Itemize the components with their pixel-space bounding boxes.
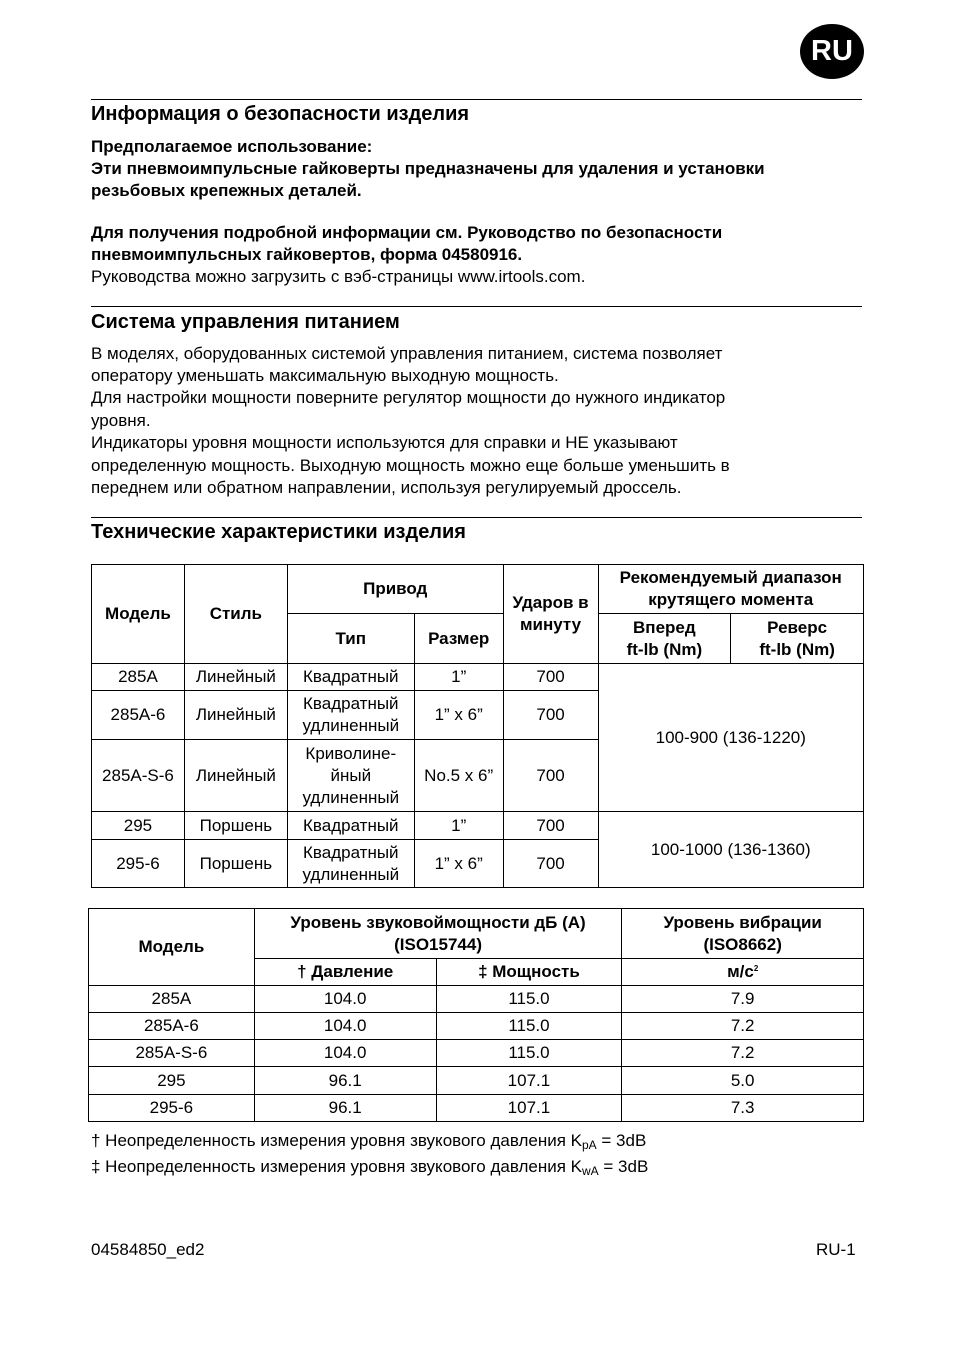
cell-bpm: 700	[503, 812, 598, 840]
cell-text: Квадратный	[303, 694, 399, 713]
table-row	[92, 812, 864, 840]
cell-power: 107.1	[436, 1095, 622, 1122]
cell-model: 295	[92, 812, 185, 840]
cell-pressure: 104.0	[254, 1040, 436, 1067]
footnote-power	[91, 1157, 648, 1177]
cell-model: 285A-6	[89, 1013, 255, 1040]
cell-bpm: 700	[503, 664, 598, 691]
table-row	[89, 1095, 864, 1122]
cell-pressure: 104.0	[254, 986, 436, 1013]
table-row	[89, 986, 864, 1013]
page-number: RU-1	[816, 1240, 856, 1259]
divider	[91, 306, 862, 307]
cell-power: 115.0	[436, 986, 622, 1013]
cell-size: 1” x 6”	[414, 840, 503, 888]
language-badge: RU	[800, 24, 864, 79]
cell-model: 285A	[89, 986, 255, 1013]
header-blows-per-minute	[503, 565, 598, 664]
footnote-text: † Неопределенность измерения уровня звукового давления K	[91, 1131, 582, 1150]
header-text: Рекомендуемый диапазон	[619, 568, 842, 587]
intended-use-label: Предполагаемое использование:	[91, 137, 373, 156]
header-text: минуту	[519, 615, 582, 634]
header-text: ft-lb (Nm)	[626, 639, 703, 659]
unit-text: м/c	[727, 962, 754, 981]
header-text: Вперед	[633, 617, 696, 637]
header-sound-power	[254, 909, 622, 959]
cell-style: Поршень	[184, 840, 287, 888]
details-line: Для получения подробной информации см. Руководство по безопасности	[91, 223, 723, 242]
footnote-value: = 3dB	[596, 1131, 647, 1150]
cell-type	[287, 840, 414, 888]
cell-pressure: 104.0	[254, 1013, 436, 1040]
cell-size: 1” x 6”	[414, 691, 503, 740]
cell-vibration: 7.2	[622, 1040, 864, 1067]
table-row	[89, 1040, 864, 1067]
header-forward	[598, 614, 731, 664]
footnote-pressure	[91, 1131, 646, 1151]
cell-torque-range: 100-1000 (136-1360)	[598, 812, 864, 888]
paragraph-line: Индикаторы уровня мощности используются для справки и НЕ указывают	[91, 433, 678, 452]
cell-torque-range: 100-900 (136-1220)	[598, 664, 864, 812]
cell-text: Квадратный	[303, 842, 399, 862]
cell-bpm: 700	[503, 691, 598, 740]
cell-vibration: 7.2	[622, 1013, 864, 1040]
header-torque-range	[598, 565, 864, 614]
cell-model: 295-6	[92, 840, 185, 888]
header-style: Стиль	[184, 565, 287, 664]
cell-size: 1”	[414, 664, 503, 691]
paragraph-line: В моделях, оборудованных системой управления питанием, система позволяет	[91, 344, 723, 363]
unit-superscript: 2	[753, 964, 759, 973]
cell-style: Линейный	[184, 691, 287, 740]
divider	[91, 517, 862, 518]
footnote-value: = 3dB	[598, 1157, 649, 1176]
intended-use-line: резьбовых крепежных деталей.	[91, 181, 362, 200]
cell-style: Поршень	[184, 812, 287, 840]
cell-bpm: 700	[503, 740, 598, 812]
footnote-text: ‡ Неопределенность измерения уровня звукового давления K	[91, 1157, 582, 1176]
table-row	[89, 1013, 864, 1040]
cell-text: Криволине-	[305, 743, 397, 763]
details-line: пневмоимпульсных гайковертов, форма 04580916.	[91, 245, 523, 264]
cell-model: 295-6	[89, 1095, 255, 1122]
cell-type	[287, 691, 414, 740]
document-id: 04584850_ed2	[91, 1240, 205, 1259]
cell-type	[287, 740, 414, 812]
cell-bpm: 700	[503, 840, 598, 888]
cell-model: 285A-S-6	[89, 1040, 255, 1067]
header-drive: Привод	[287, 565, 503, 614]
cell-text: йный	[330, 765, 372, 785]
cell-power: 115.0	[436, 1013, 622, 1040]
header-size: Размер	[414, 614, 503, 664]
cell-pressure: 96.1	[254, 1095, 436, 1122]
spec-table	[91, 564, 864, 888]
cell-model: 285A	[92, 664, 185, 691]
section-title-specs: Технические характеристики изделия	[91, 521, 466, 543]
header-model: Модель	[92, 565, 185, 664]
header-pressure: † Давление	[254, 959, 436, 986]
header-type: Тип	[287, 614, 414, 664]
header-text: Реверс	[767, 617, 828, 637]
cell-power: 115.0	[436, 1040, 622, 1067]
paragraph-line: Для настройки мощности поверните регулятор мощности до нужного индикатор	[91, 388, 726, 407]
footnote-subscript: pA	[581, 1138, 597, 1152]
paragraph-line: определенную мощность. Выходную мощность можно еще больше уменьшить в	[91, 456, 730, 475]
paragraph-line: уровня.	[91, 411, 151, 430]
cell-vibration: 7.9	[622, 986, 864, 1013]
header-power: ‡ Мощность	[436, 959, 622, 986]
header-reverse	[731, 614, 864, 664]
cell-type: Квадратный	[287, 812, 414, 840]
paragraph-line: оператору уменьшать максимальную выходную мощность.	[91, 366, 559, 385]
cell-text: удлиненный	[302, 787, 400, 807]
header-text: Ударов в	[512, 593, 589, 612]
cell-size: 1”	[414, 812, 503, 840]
cell-pressure: 96.1	[254, 1067, 436, 1095]
cell-text: удлиненный	[302, 716, 400, 735]
cell-model: 295	[89, 1067, 255, 1095]
cell-size: No.5 x 6”	[414, 740, 503, 812]
cell-model: 285A-S-6	[92, 740, 185, 812]
divider	[91, 99, 862, 100]
cell-model: 285A-6	[92, 691, 185, 740]
noise-vibration-table	[88, 908, 864, 1122]
table-row	[92, 664, 864, 691]
cell-type: Квадратный	[287, 664, 414, 691]
header-text: (ISO8662)	[703, 934, 782, 954]
download-line: Руководства можно загрузить с вэб-страницы www.irtools.com.	[91, 267, 586, 286]
header-text: (ISO15744)	[394, 934, 482, 954]
cell-vibration: 5.0	[622, 1067, 864, 1095]
paragraph-line: переднем или обратном направлении, используя регулируемый дроссель.	[91, 478, 682, 497]
footnote-subscript: wA	[581, 1164, 599, 1178]
cell-style: Линейный	[184, 740, 287, 812]
cell-style: Линейный	[184, 664, 287, 691]
cell-vibration: 7.3	[622, 1095, 864, 1122]
header-text: Уровень вибрации	[663, 912, 822, 932]
intended-use-line: Эти пневмоимпульсные гайковерты предназначены для удаления и установки	[91, 159, 765, 178]
header-text: ft-lb (Nm)	[759, 639, 835, 659]
table-row	[89, 1067, 864, 1095]
header-text: Уровень звуковоймощности дБ (А)	[290, 912, 586, 932]
header-unit	[622, 959, 864, 986]
cell-text: удлиненный	[302, 864, 400, 884]
section-title-safety: Информация о безопасности изделия	[91, 103, 470, 125]
cell-power: 107.1	[436, 1067, 622, 1095]
header-model: Модель	[89, 909, 255, 986]
header-text: крутящего момента	[648, 590, 814, 609]
section-title-power: Система управления питанием	[91, 311, 400, 333]
header-vibration	[622, 909, 864, 959]
